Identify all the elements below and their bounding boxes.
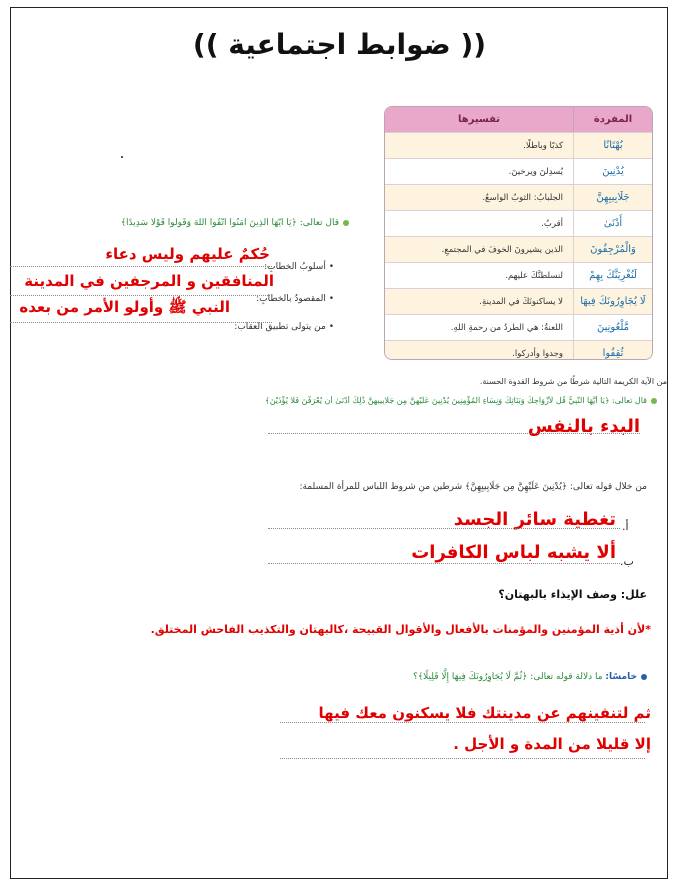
s1-q2: • المقصودُ بالخطابِ: (256, 294, 334, 304)
section-bullet-icon (641, 674, 647, 680)
section-bullet-icon (343, 220, 349, 226)
s1-q3: • من يتولى تطبيق العقاب: (234, 322, 334, 332)
vocab-word: أَدْنَىٰ (573, 211, 652, 236)
s1-a2: المنافقين و المرجفين في المدينة (24, 272, 274, 290)
section-bullet-icon (651, 398, 657, 404)
s1-q2-text: المقصودُ بالخطابِ: (256, 294, 326, 304)
header-meaning: تفسيرها (457, 114, 501, 125)
vocab-meaning: اللعنةُ: هي الطردُ من رحمةِ اللهِ. (450, 322, 563, 333)
s2-verse: قال تعالى: ﴿يَا أَيُّهَا النَّبِيُّ قُل لِّأَزْوَاجِكَ وَبَنَاتِكَ وَنِسَاءِ الْمُؤْمِنِينَ يُدْنِينَ عَلَيْهِنَّ مِن جَلَابِيبِهِنَّ ذَٰلِكَ أَدْنَىٰ أَن يُعْرَفْنَ فَلَا يُؤْذَيْنَ﴾ (265, 396, 647, 405)
s1-a3: النبي ﷺ وأولو الأمر من بعده (19, 298, 230, 316)
vocab-row (385, 262, 652, 288)
s3-answer1-line (268, 528, 620, 529)
vocab-row (385, 236, 652, 262)
s5-answer-line1: ثم لتنفينهم عن مدينتك فلا يسكنون معك فيها (318, 704, 651, 722)
vocab-row (385, 288, 652, 314)
vocab-row (385, 314, 652, 340)
vocab-word: ثُقِفُوا (573, 341, 652, 360)
section1-verse-text: قال تعالى: ﴿يَا أَيُّهَا الَّذِينَ آمَنُوا اتَّقُوا اللَّهَ وَقُولُوا قَوْلًا سَدِيدًا﴾ (120, 218, 339, 228)
s1-a1-line (10, 266, 272, 267)
section1-verse (79, 218, 349, 228)
vocab-word: بُهْتَانًا (573, 133, 652, 158)
s1-q3-text: من يتولى تطبيق العقاب: (234, 322, 326, 332)
vocab-word: يُدْنِينَ (573, 159, 652, 184)
s3-answer1: تغطية سائر الجسد (453, 509, 616, 530)
vocab-meaning: الجلبابُ: الثوبُ الواسعُ. (482, 192, 563, 203)
vocab-row (385, 340, 652, 360)
s1-a1: حُكمٌ عليهم وليس دعاء (105, 245, 270, 263)
s2-verse-row (257, 396, 657, 405)
s1-a2-line (10, 295, 272, 296)
vocab-word: جَلَابِيبِهِنَّ (573, 185, 652, 210)
s3-answer2: ألا يشبه لباس الكافرات (411, 542, 616, 563)
s5-line1 (280, 722, 645, 723)
s4-question: علل: وصف الإيذاء بالبهتان؟ (498, 588, 647, 601)
s4-answer: *لأن أذية المؤمنين والمؤمنات بالأفعال والأقوال القبيحة ،كالبهتان والتكذيب الفاحش المختلق. (150, 623, 651, 636)
vocab-row (385, 132, 652, 158)
s1-q1-row (264, 254, 334, 273)
vocab-word: مَّلْعُونِينَ (573, 315, 652, 340)
s1-a3-line (10, 322, 272, 323)
s3-question: من خلال قوله تعالى: ﴿يُدْنِينَ عَلَيْهِنَّ مِن جَلَابِيبِهِنَّ﴾ شرطين من شروط اللباس للمرأة المسلمة: (299, 482, 647, 492)
s5-answer-line2: إلا قليلا من المدة و الأجل . (453, 735, 651, 753)
vocab-word: وَالْمُرْجِفُونَ (573, 237, 652, 262)
vocab-meaning: لا يساكنونَكَ في المدينةِ. (479, 296, 563, 307)
vocab-meaning: يُسدِلنَ ويرخينَ. (508, 166, 563, 177)
s1-q1-text: أسلوبُ الخطابِ: (264, 262, 326, 272)
s2-question: من الآية الكريمة التالية شرطًا من شروط القدوة الحسنة. (479, 377, 667, 386)
vocab-table (384, 106, 653, 360)
vocab-word: لَنُغْرِيَنَّكَ بِهِمْ (573, 263, 652, 288)
vocab-word: لَا يُجَاوِرُونَكَ فِيهَا (573, 289, 652, 314)
vocab-meaning: الذين يشيرونَ الخوفَ في المجتمعِ. (441, 244, 563, 255)
vocab-meaning: كذبًا وباطلًا. (523, 140, 563, 151)
vocab-row (385, 158, 652, 184)
vocab-meaning: وجدوا وأدركوا. (512, 348, 563, 359)
vocab-row (385, 210, 652, 236)
stray-mark (121, 156, 123, 158)
s3-answer2-line (268, 563, 620, 564)
s1-q3-row (234, 314, 334, 333)
s1-q1: • أسلوبُ الخطابِ: (264, 262, 334, 272)
s2-answer: البدء بالنفس (527, 416, 640, 437)
s3-n2: ب. (620, 555, 634, 568)
vocab-meaning: أقربُ. (541, 218, 563, 229)
vocab-row (385, 184, 652, 210)
vocab-meaning: لنسلطنَّكَ عليهم. (505, 270, 563, 281)
s5-question-row (413, 672, 647, 682)
s5-label: خامسًا: (605, 672, 637, 682)
s5-line2 (280, 758, 645, 759)
vocab-table-header (385, 107, 652, 132)
s3-n1: أ. (622, 520, 629, 533)
s5-question: ما دلالة قوله تعالى: ﴿ثُمَّ لَا يُجَاوِرُونَكَ فِيهَا إِلَّا قَلِيلًا﴾؟ (413, 672, 603, 682)
page-title: (( ضوابط اجتماعية )) (192, 28, 487, 61)
s2-answer-line (268, 433, 640, 434)
header-word: المفردة (573, 107, 652, 132)
